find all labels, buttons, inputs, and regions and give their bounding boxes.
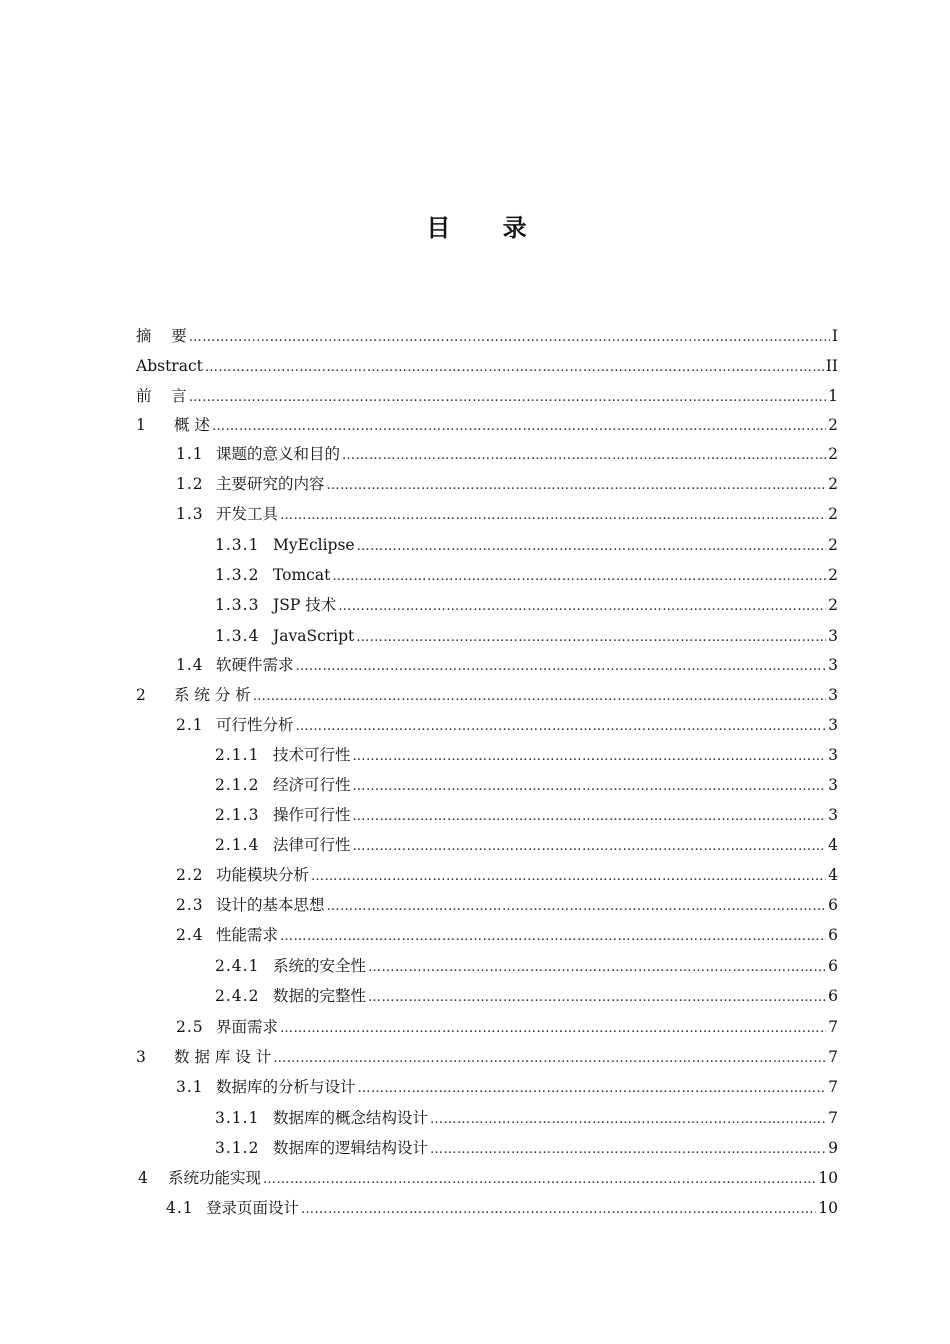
- toc-entry-page: 3: [828, 686, 838, 704]
- toc-entry-page: 7: [828, 1018, 838, 1036]
- toc-entry-number: 2.1: [176, 716, 204, 734]
- toc-entry-label: 数据库的逻辑结构设计: [273, 1139, 429, 1157]
- toc-entry[interactable]: [136, 1045, 838, 1069]
- toc-entry-number: 2.5: [176, 1018, 204, 1036]
- toc-entry-number: 3.1.1: [215, 1109, 260, 1127]
- toc-entry-label: JavaScript: [273, 627, 355, 645]
- toc-entry-label: 登录页面设计: [206, 1199, 300, 1217]
- toc-entry-page: 7: [828, 1078, 838, 1096]
- toc-entry-label: Abstract: [136, 357, 203, 375]
- toc-entry-page: 2: [828, 475, 838, 493]
- toc-leader-dots: [338, 595, 826, 619]
- toc-leader-dots: [189, 386, 826, 410]
- toc-entry-label: 数据的完整性: [273, 987, 367, 1005]
- toc-entry[interactable]: [176, 1015, 838, 1039]
- toc-entry[interactable]: [215, 984, 838, 1008]
- toc-entry-number: 2.1.1: [215, 746, 260, 764]
- toc-leader-dots: [368, 986, 826, 1010]
- toc-entry-page: 2: [828, 416, 838, 434]
- toc-entry-number: 4.1: [166, 1199, 194, 1217]
- toc-entry-page: 1: [828, 387, 838, 405]
- toc-entry[interactable]: [215, 773, 838, 797]
- toc-leader-dots: [327, 474, 827, 498]
- toc-entry-label: 法律可行性: [273, 836, 351, 854]
- toc-entry-page: 3: [828, 656, 838, 674]
- toc-entry-number: 1.3.1: [215, 536, 260, 554]
- toc-entry-page: 3: [828, 746, 838, 764]
- toc-entry[interactable]: [176, 1075, 838, 1099]
- toc-entry-page: 6: [828, 926, 838, 944]
- toc-entry-number: 1.1: [176, 445, 204, 463]
- toc-entry-number: 1.3.2: [215, 566, 260, 584]
- toc-entry-number: 2.1.4: [215, 836, 260, 854]
- toc-entry-number: 1.3.4: [215, 627, 260, 645]
- toc-entry-number: 3.1: [176, 1078, 204, 1096]
- toc-leader-dots: [263, 1168, 816, 1192]
- toc-leader-dots: [280, 1017, 826, 1041]
- toc-leader-dots: [368, 956, 826, 980]
- toc-entry-page: I: [831, 327, 838, 345]
- toc-entry[interactable]: [215, 624, 838, 648]
- toc-entry[interactable]: [176, 893, 838, 917]
- page-title: 目 录: [426, 214, 549, 242]
- toc-entry[interactable]: [176, 502, 838, 526]
- toc-leader-dots: [357, 535, 827, 559]
- toc-entry-page: 2: [828, 566, 838, 584]
- toc-entry-number: 1.3: [176, 505, 204, 523]
- toc-entry-number: 2.3: [176, 896, 204, 914]
- toc-entry-number: 1.3.3: [215, 596, 260, 614]
- toc-leader-dots: [273, 1047, 826, 1071]
- toc-entry[interactable]: [166, 1196, 838, 1220]
- toc-leader-dots: [353, 835, 827, 859]
- toc-entry[interactable]: [215, 533, 838, 557]
- toc-entry-number: 2.1.3: [215, 806, 260, 824]
- toc-entry-label: JSP 技术: [273, 596, 337, 614]
- toc-entry[interactable]: [176, 923, 838, 947]
- toc-leader-dots: [353, 775, 827, 799]
- toc-entry-label: 系 统 分 析: [174, 686, 251, 704]
- toc-entry[interactable]: [215, 954, 838, 978]
- toc-entry[interactable]: [138, 1166, 838, 1190]
- toc-leader-dots: [358, 1077, 827, 1101]
- toc-entry-number: 2: [136, 686, 147, 704]
- toc-leader-dots: [430, 1108, 826, 1132]
- toc-entry[interactable]: [215, 743, 838, 767]
- toc-entry-label: 经济可行性: [273, 776, 351, 794]
- toc-entry-page: II: [825, 357, 838, 375]
- toc-entry-page: 3: [828, 627, 838, 645]
- toc-entry-label: 可行性分析: [216, 716, 294, 734]
- toc-entry-page: 4: [828, 866, 838, 884]
- toc-leader-dots: [280, 504, 826, 528]
- toc-leader-dots: [253, 685, 826, 709]
- toc-entry-label: 系统的安全性: [273, 957, 367, 975]
- toc-entry-label: 系统功能实现: [168, 1169, 262, 1187]
- toc-entry-page: 3: [828, 806, 838, 824]
- toc-leader-dots: [430, 1138, 826, 1162]
- toc-entry-label: 主要研究的内容: [216, 475, 325, 493]
- toc-entry-label: 摘 要: [136, 327, 187, 345]
- toc-entry-label: 数据库的分析与设计: [216, 1078, 356, 1096]
- toc-entry-page: 7: [828, 1048, 838, 1066]
- toc-entry-page: 2: [828, 505, 838, 523]
- toc-entry[interactable]: [136, 324, 838, 348]
- toc-entry-number: 2.4.1: [215, 957, 260, 975]
- toc-entry-label: Tomcat: [273, 566, 331, 584]
- toc-entry[interactable]: [176, 713, 838, 737]
- toc-entry-label: MyEclipse: [273, 536, 355, 554]
- toc-entry-page: 6: [828, 957, 838, 975]
- toc-entry-number: 2.4: [176, 926, 204, 944]
- toc-entry[interactable]: [136, 354, 838, 378]
- toc-entry-label: 开发工具: [216, 505, 279, 523]
- toc-leader-dots: [280, 925, 826, 949]
- toc-entry-page: 6: [828, 987, 838, 1005]
- toc-entry-number: 3.1.2: [215, 1139, 260, 1157]
- toc-entry-page: 10: [818, 1169, 838, 1187]
- toc-entry-page: 2: [828, 596, 838, 614]
- toc-entry-page: 3: [828, 716, 838, 734]
- toc-entry-label: 课题的意义和目的: [216, 445, 341, 463]
- toc-leader-dots: [189, 326, 830, 350]
- toc-entry-page: 10: [818, 1199, 838, 1217]
- toc-entry[interactable]: [136, 384, 838, 408]
- toc-leader-dots: [212, 415, 826, 439]
- toc-leader-dots: [353, 745, 827, 769]
- toc-entry-page: 6: [828, 896, 838, 914]
- toc-entry-label: 概 述: [174, 416, 210, 434]
- toc-entry[interactable]: [176, 863, 838, 887]
- toc-entry-page: 3: [828, 776, 838, 794]
- toc-entry[interactable]: [215, 563, 838, 587]
- toc-entry[interactable]: [176, 653, 838, 677]
- toc-leader-dots: [356, 626, 826, 650]
- toc-entry-number: 1.4: [176, 656, 204, 674]
- toc-entry[interactable]: [215, 833, 838, 857]
- toc-entry-label: 界面需求: [216, 1018, 279, 1036]
- toc-entry[interactable]: [176, 442, 838, 466]
- toc-entry-number: 3: [136, 1048, 147, 1066]
- toc-leader-dots: [301, 1198, 816, 1222]
- toc-entry-page: 2: [828, 536, 838, 554]
- toc-entry-label: 功能模块分析: [216, 866, 310, 884]
- toc-entry[interactable]: [215, 1106, 838, 1130]
- toc-entry[interactable]: [176, 472, 838, 496]
- toc-entry-label: 性能需求: [216, 926, 279, 944]
- toc-leader-dots: [296, 715, 827, 739]
- toc-leader-dots: [327, 895, 827, 919]
- toc-entry-label: 数 据 库 设 计: [174, 1048, 272, 1066]
- toc-entry[interactable]: [136, 683, 838, 707]
- toc-leader-dots: [342, 444, 826, 468]
- toc-entry-number: 2.1.2: [215, 776, 260, 794]
- toc-entry-number: 1.2: [176, 475, 204, 493]
- toc-entry-number: 4: [138, 1169, 149, 1187]
- toc-entry-label: 设计的基本思想: [216, 896, 325, 914]
- toc-entry-number: 2.4.2: [215, 987, 260, 1005]
- toc-leader-dots: [296, 655, 827, 679]
- toc-entry-label: 前 言: [136, 387, 187, 405]
- toc-leader-dots: [311, 865, 826, 889]
- toc-leader-dots: [353, 805, 827, 829]
- toc-entry[interactable]: [136, 413, 838, 437]
- toc-entry-label: 数据库的概念结构设计: [273, 1109, 429, 1127]
- toc-entry-page: 2: [828, 445, 838, 463]
- toc-entry[interactable]: [215, 593, 838, 617]
- toc-entry[interactable]: [215, 803, 838, 827]
- toc-entry-number: 2.2: [176, 866, 204, 884]
- toc-entry-page: 9: [828, 1139, 838, 1157]
- toc-leader-dots: [205, 356, 824, 380]
- toc-entry-page: 4: [828, 836, 838, 854]
- toc-entry[interactable]: [215, 1136, 838, 1160]
- toc-leader-dots: [332, 565, 826, 589]
- toc-entry-page: 7: [828, 1109, 838, 1127]
- toc-entry-number: 1: [136, 416, 147, 434]
- toc-entry-label: 软硬件需求: [216, 656, 294, 674]
- toc-entry-label: 技术可行性: [273, 746, 351, 764]
- toc-entry-label: 操作可行性: [273, 806, 351, 824]
